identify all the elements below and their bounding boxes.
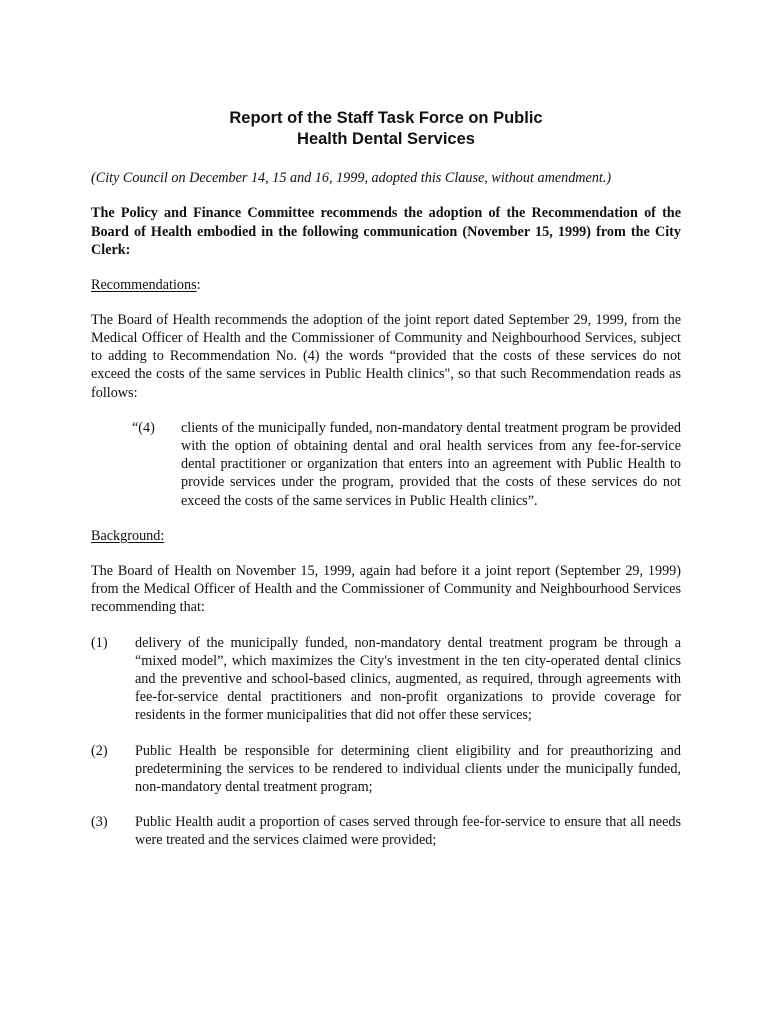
list-item bbox=[91, 813, 681, 849]
list-item-text: Public Health audit a proportion of cases served through fee-for-service to ensure that all needs were treated and the services claimed were provided; bbox=[135, 814, 681, 849]
quoted-recommendation-text: clients of the municipally funded, non-mandatory dental treatment program be provided with the option of obtaining dental and oral health services from any fee-for-service dental practitioner or organization that enters into an agreement with Public Health to provide services under the program, provided that the costs of these services do not exceed the costs of the same services in Public Health clinics”. bbox=[181, 419, 681, 509]
council-note: (City Council on December 14, 15 and 16, 1999, adopted this Clause, without amendment.) bbox=[91, 170, 612, 186]
title-line-1: Report of the Staff Task Force on Public bbox=[229, 109, 543, 127]
recommendations-heading: Recommendations bbox=[91, 276, 197, 293]
quoted-recommendation bbox=[132, 419, 681, 510]
recommendations-heading-line bbox=[91, 276, 681, 294]
background-body: The Board of Health on November 15, 1999, again had before it a joint report (September 29, 1999) from the Medical Officer of Health and the Commissioner of Community and Neighbourhood Services recommending that: bbox=[91, 562, 681, 616]
list-item-text: Public Health be responsible for determining client eligibility and for preauthorizing and predetermining the services to be rendered to individual clients under the municipally funded, non-mandatory dental treatment program; bbox=[135, 742, 681, 795]
committee-recommendation: The Policy and Finance Committee recommends the adoption of the Recommendation of the Board of Health embodied in the following communication (November 15, 1999) from the City Clerk: bbox=[91, 205, 681, 258]
title-line-2: Health Dental Services bbox=[297, 130, 475, 148]
recommendations-colon: : bbox=[196, 276, 201, 293]
recommendations-body: The Board of Health recommends the adoption of the joint report dated September 29, 1999, from the Medical Officer of Health and the Commissioner of Community and Neighbourhood Services, subject to adding to Recommendation No. (4) the words “provided that the costs of these services do not exceed the costs of the same services in Public Health clinics", so that such Recommendation reads as follows: bbox=[91, 311, 681, 401]
list-item-number: (3) bbox=[91, 814, 108, 831]
list-item-number: (1) bbox=[91, 634, 108, 651]
document-page bbox=[91, 108, 681, 850]
background-heading-line bbox=[91, 527, 681, 545]
background-heading: Background: bbox=[91, 527, 165, 544]
document-title bbox=[91, 108, 681, 150]
list-item bbox=[91, 742, 681, 797]
list-item bbox=[91, 634, 681, 725]
quoted-recommendation-number: “(4) bbox=[132, 419, 155, 436]
list-item-number: (2) bbox=[91, 742, 108, 759]
list-item-text: delivery of the municipally funded, non-mandatory dental treatment program be through a “mixed model”, which maximizes the City's investment in the ten city-operated dental clinics and the preventive and school-based clinics, augmented, as required, through agreements with fee-for-service dental practitioners and non-profit organizations to provide coverage for residents in the former municipalities that did not offer these services; bbox=[135, 634, 681, 724]
